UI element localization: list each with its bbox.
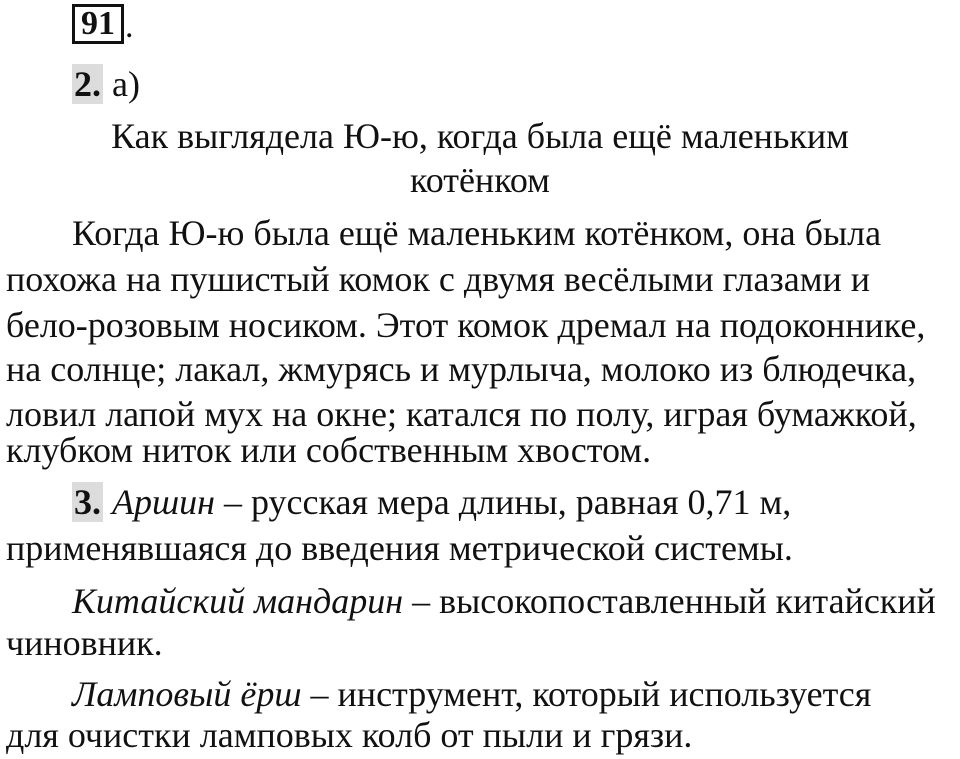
definition-text: – русская мера длины, равная 0,71 м, xyxy=(215,482,792,522)
essay-line: клубком ниток или собственным хвостом. xyxy=(6,430,652,470)
definition-mandarin-line2: чиновник. xyxy=(6,623,163,663)
essay-line: на солнце; лакал, жмурясь и мурлыча, молоко из блюдечка, xyxy=(6,349,917,389)
essay-line: ловил лапой мух на окне; катался по полу, играя бумажкой, xyxy=(6,394,917,434)
term-arshin: Аршин xyxy=(112,482,216,522)
exercise-number-box: 91 xyxy=(72,4,124,44)
term-mandarin: Китайский мандарин xyxy=(72,581,404,621)
essay-line: бело-розовым носиком. Этот комок дремал на подоконнике, xyxy=(6,305,926,345)
task3-number: 3. xyxy=(74,482,101,522)
definition-ersh-line1 xyxy=(72,671,871,718)
definition-text: – инструмент, который используется xyxy=(301,674,872,714)
essay-title-line1: Как выглядела Ю-ю, когда была ещё маленьким xyxy=(111,116,849,156)
term-ersh: Ламповый ёрш xyxy=(72,674,302,714)
exercise-number xyxy=(72,4,134,44)
task2-number: 2. xyxy=(74,64,101,104)
essay-line: Когда Ю-ю была ещё маленьким котёнком, она была xyxy=(72,213,882,253)
definition-text: – высокопоставленный китайский xyxy=(403,581,936,621)
definition-ersh-line2: для очистки ламповых колб от пыли и грязи. xyxy=(6,715,693,755)
definition-arshin-line1 xyxy=(72,479,791,526)
task2-subpoint: а) xyxy=(112,64,140,104)
essay-line: похожа на пушистый комок с двумя весёлыми глазами и xyxy=(6,259,870,299)
exercise-number-dot: . xyxy=(125,8,134,45)
essay-title-line2: котёнком xyxy=(410,160,550,200)
definition-arshin-line2: применявшаяся до введения метрической системы. xyxy=(6,528,793,568)
definition-mandarin-line1 xyxy=(72,578,936,625)
task2-heading xyxy=(72,61,140,108)
